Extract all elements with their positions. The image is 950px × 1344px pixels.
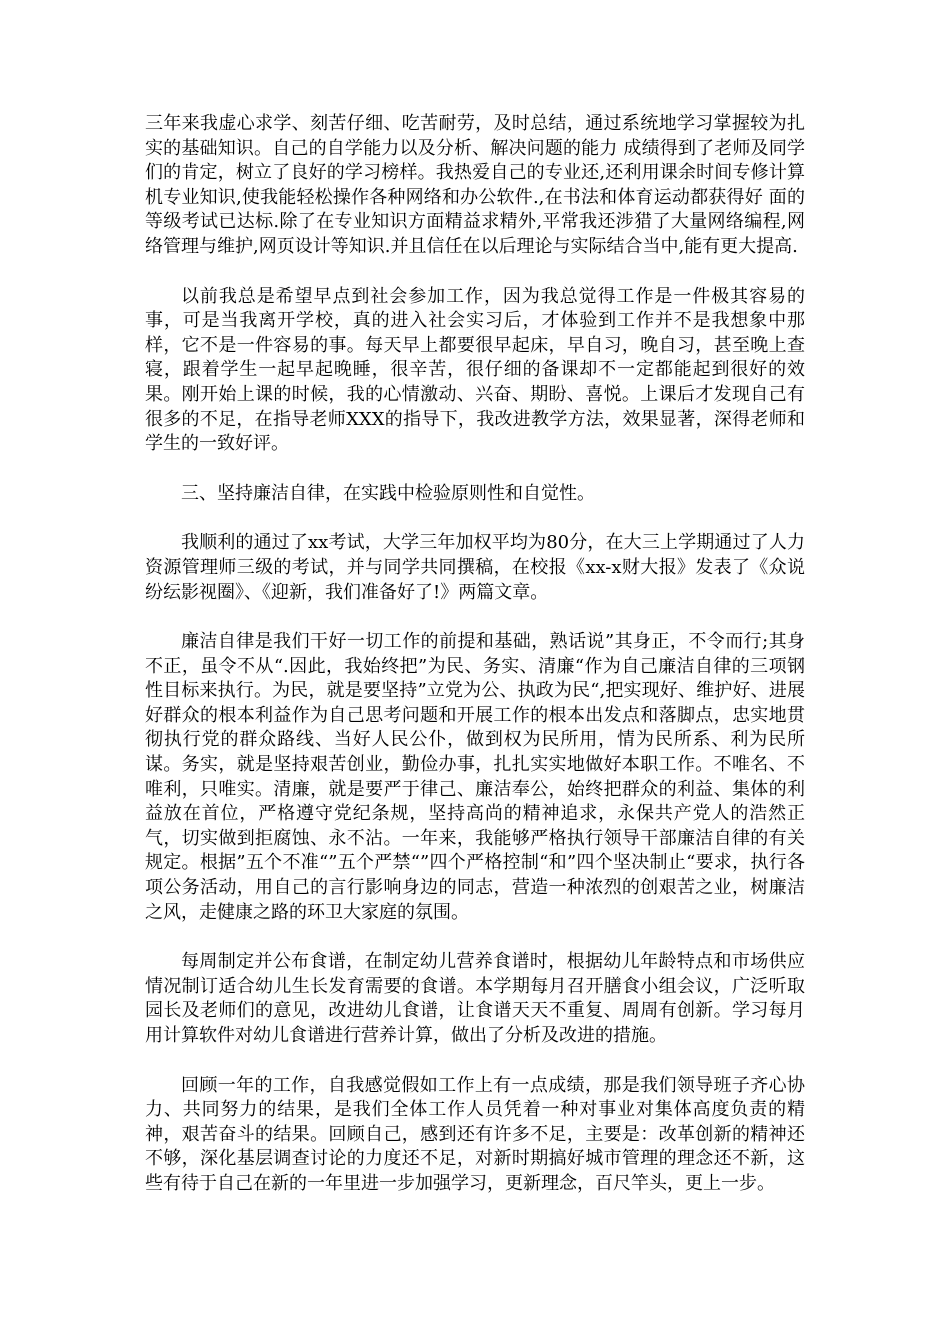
paragraph-year-review: 回顾一年的工作，自我感觉假如工作上有一点成绩，那是我们领导班子齐心协力、共同努力的结果，是我们全体工作人员凭着一种对事业对集体高度负责的精神，艰苦奋斗的结果。回顾自己，感到还有许多不足，主要是：改革创新的精神还不够，深化基层调查讨论的力度还不足，对新时期搞好城市管理的理念还不新，这些有待于自己在新的一年里进一步加强学习，更新理念，百尺竿头，更上一步。 [145, 1074, 805, 1194]
paragraph-menu-planning: 每周制定并公布食谱，在制定幼儿营养食谱时，根据幼儿年龄特点和市场供应情况制订适合幼儿生长发育需要的食谱。本学期每月召开膳食小组会议，广泛听取园长及老师们的意见，改进幼儿食谱，让食谱天天不重复、周周有创新。学习每月用计算软件对幼儿食谱进行营养计算，做出了分析及改进的措施。 [145, 951, 805, 1046]
paragraph-self-study: 三年来我虚心求学、刻苦仔细、吃苦耐劳，及时总结，通过系统地学习掌握较为扎实的基础知识。自己的自学能力以及分析、解决问题的能力 成绩得到了老师及同学们的肯定，树立了良好的学习榜样。我热爱自己的专业还,还利用课余时间专修计算机专业知识,使我能轻松操作各种网络和办公软件.,在书法和体育运动都获得好 面的等级考试已达标.除了在专业知识方面精益求精外,平常我还涉猎了大量网络编程,网络管理与维护,网页设计等知识.并且信任在以后理论与实际结合当中,能有更大提高. [145, 113, 805, 257]
paragraph-work-experience: 以前我总是希望早点到社会参加工作，因为我总觉得工作是一件极其容易的事，可是当我离开学校，真的进入社会实习后，才体验到工作并不是我想象中那样，它不是一件容易的事。每天早上都要很早起床，早自习，晚自习，甚至晚上查寝，跟着学生一起早起晚睡，很辛苦，很仔细的备课却不一定都能起到很好的效果。刚开始上课的时候，我的心情激动、兴奋、期盼、喜悦。上课后才发现自己有很多的不足，在指导老师XXX的指导下，我改进教学方法，效果显著，深得老师和学生的一致好评。 [145, 285, 805, 455]
paragraph-exam-results: 我顺利的通过了xx考试，大学三年加权平均为80分，在大三上学期通过了人力资源管理师三级的考试，并与同学共同撰稿，在校报《xx-x财大报》发表了《众说纷纭影视圈》、《迎新，我们准备好了!》两篇文章。 [145, 532, 805, 603]
section-heading-integrity: 三、坚持廉洁自律，在实践中检验原则性和自觉性。 [181, 482, 595, 504]
paragraph-integrity-self-discipline: 廉洁自律是我们干好一切工作的前提和基础，熟话说”其身正，不令而行;其身不正，虽令不从“.因此，我始终把”为民、务实、清廉“作为自己廉洁自律的三项钢性目标来执行。为民，就是要坚持”立党为公、执政为民“,把实现好、维护好、进展好群众的根本利益作为自己思考问题和开展工作的根本出发点和落脚点，忠实地贯彻执行党的群众路线、当好人民公仆，做到权为民所用，情为民所系、利为民所谋。务实，就是坚持艰苦创业，勤俭办事，扎扎实实地做好本职工作。不唯名、不唯利，只唯实。清廉，就是要严于律己、廉洁奉公，始终把群众的利益、集体的利益放在首位，严格遵守党纪条规，坚持高尚的精神追求，永保共产党人的浩然正气，切实做到拒腐蚀、永不沾。一年来，我能够严格执行领导干部廉洁自律的有关规定。根据”五个不准“”五个严禁“”四个严格控制“和”四个坚决制止“要求，执行各项公务活动，用自己的言行影响身边的同志，营造一种浓烈的创艰苦之业，树廉洁之风，走健康之路的环卫大家庭的氛围。 [145, 631, 805, 923]
document-body [145, 112, 805, 1222]
